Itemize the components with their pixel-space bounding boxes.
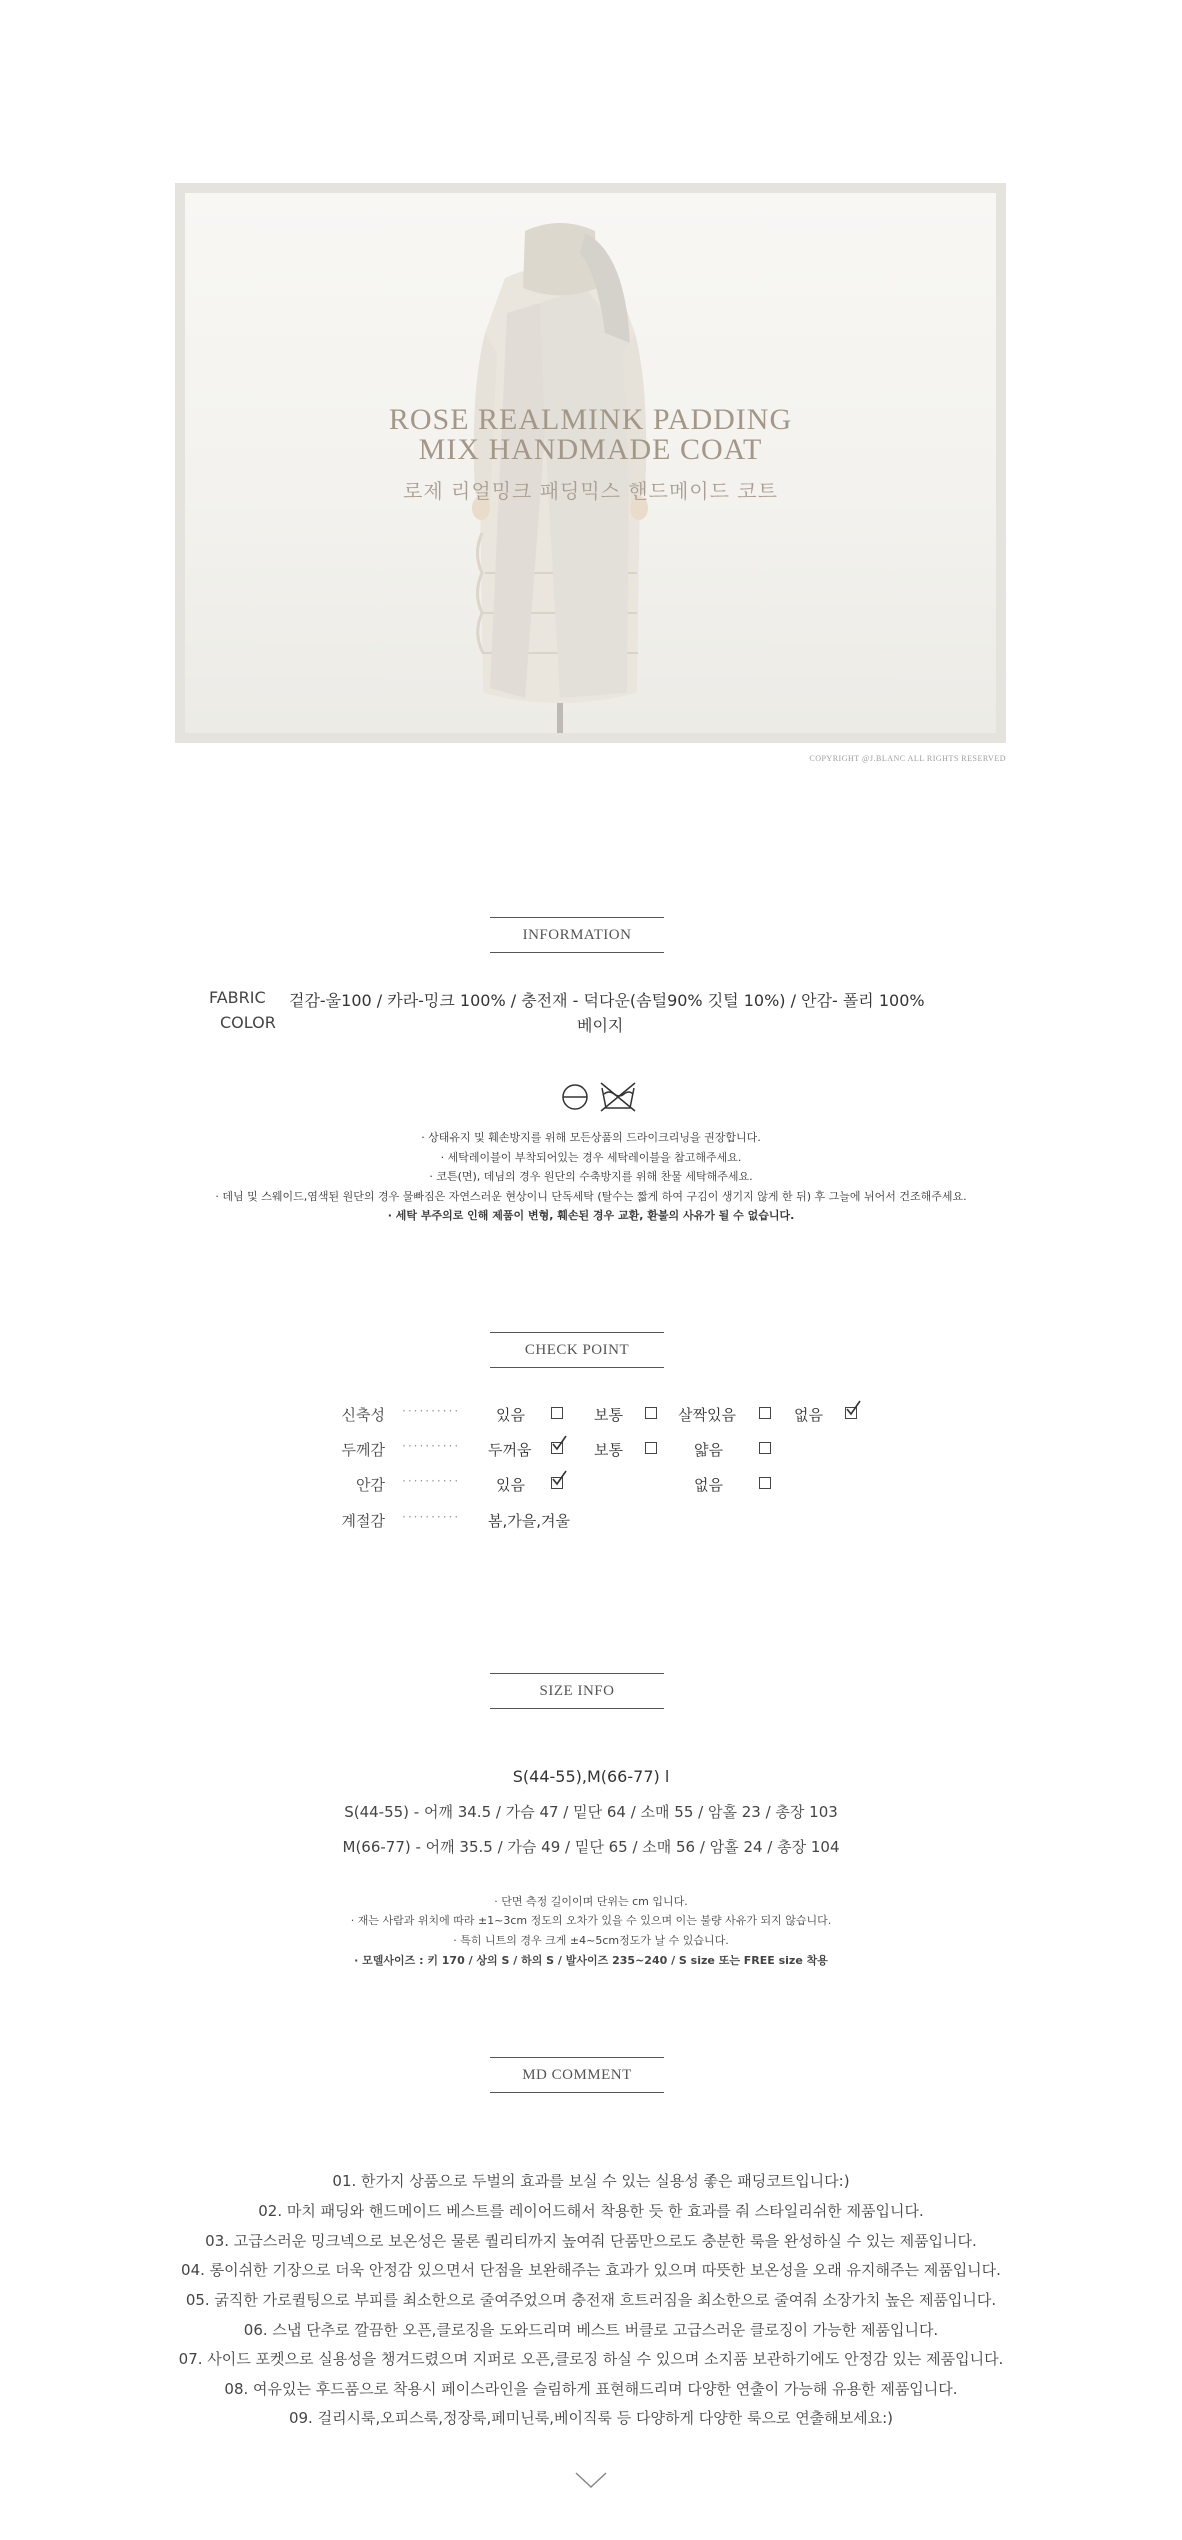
md-comment-line: 09. 걸리시룩,오피스룩,정장룩,페미닌룩,베이직룩 등 다양하게 다양한 룩으로 연출해보세요:): [288, 2409, 894, 2427]
size-info-title: SIZE INFO: [490, 1673, 664, 1709]
model-size-note: · 모델사이즈 : 키 170 / 상의 S / 하의 S / 발사이즈 235~240 / S size 또는 FREE size 착용: [354, 1954, 828, 1967]
check-mark-icon: [550, 1434, 568, 1452]
dry-clean-icon: [560, 1082, 590, 1112]
size-note: · 단면 측정 길이이며 단위는 cm 입니다.: [494, 1895, 688, 1908]
information-title: INFORMATION: [490, 917, 664, 953]
hero-subtitle: 로제 리얼밍크 패딩믹스 핸드메이드 코트: [403, 479, 778, 503]
md-comment-line: 01. 한가지 상품으로 두벌의 효과를 보실 수 있는 실용성 좋은 패딩코트입니다:): [332, 2172, 850, 2190]
option-checkbox: [759, 1477, 771, 1489]
fabric-value: 겉감-울100 / 카라-밍크 100% / 충전재 - 덕다운(솜털90% 깃털 10%) / 안감- 폴리 100%: [289, 991, 925, 1010]
hero-title-line2: MIX HANDMADE COAT: [418, 433, 763, 466]
md-comment-line: 06. 스냅 단추로 깔끔한 오픈,클로징을 도와드리며 베스트 버클로 고급스러운 클로징이 가능한 제품입니다.: [243, 2321, 939, 2339]
color-label: COLOR: [220, 1013, 276, 1032]
md-comment-line: 05. 굵직한 가로퀼팅으로 부피를 최소한으로 줄여주었으며 충전재 흐트러짐을 최소한으로 줄여줘 소장가치 높은 제품입니다.: [185, 2291, 997, 2309]
cp-label-thickness: 두께감: [341, 1441, 385, 1459]
hero-photo-frame: [185, 193, 996, 733]
cp-label-season: 계절감: [341, 1512, 385, 1530]
md-comment-line: 07. 사이드 포켓으로 실용성을 챙겨드렸으며 지퍼로 오픈,클로징 하실 수 있으며 소지품 보관하기에도 안정감 있는 제품입니다.: [178, 2350, 1004, 2368]
check-mark-icon: [844, 1399, 862, 1417]
md-comment-line: 02. 마치 패딩와 핸드메이드 베스트를 레이어드해서 착용한 듯 한 효과를 줘 스타일리쉬한 제품입니다.: [258, 2202, 924, 2220]
option-checkbox: [551, 1407, 563, 1419]
season-value: 봄,가을,겨울: [488, 1512, 570, 1530]
size-note: · 재는 사람과 위치에 따라 ±1~3cm 정도의 오차가 있을 수 있으며 이는 불량 사유가 되지 않습니다.: [350, 1914, 832, 1927]
color-value: 베이지: [577, 1016, 624, 1035]
cp-label-elasticity: 신축성: [341, 1406, 385, 1424]
check-mark-icon: [550, 1469, 568, 1487]
md-comment-title: MD COMMENT: [490, 2057, 664, 2093]
option-checkbox: [759, 1407, 771, 1419]
md-comment-line: 08. 여유있는 후드품으로 착용시 페이스라인을 슬림하게 표현해드리며 다양한 연출이 가능해 유용한 제품입니다.: [224, 2380, 958, 2398]
option-label: 없음: [694, 1476, 723, 1494]
care-note: · 세탁레이블이 부착되어있는 경우 세탁레이블을 참고해주세요.: [440, 1151, 742, 1164]
care-warning: · 세탁 부주의로 인해 제품이 변형, 훼손된 경우 교환, 환불의 사유가 될 수 없습니다.: [387, 1209, 795, 1222]
option-label: 얇음: [694, 1441, 723, 1459]
care-note: · 코튼(면), 데님의 경우 원단의 수축방지를 위해 찬물 세탁해주세요.: [429, 1170, 753, 1183]
care-note: · 상태유지 및 훼손방지를 위해 모든상품의 드라이크리닝을 권장합니다.: [421, 1131, 761, 1144]
no-wash-icon: [598, 1080, 638, 1114]
hero-banner: [175, 183, 1006, 743]
size-header: S(44-55),M(66-77) l: [512, 1767, 670, 1786]
option-checkbox-checked: [551, 1477, 563, 1489]
option-checkbox-checked: [551, 1442, 563, 1454]
leader-dots: ··········: [402, 1404, 461, 1418]
option-checkbox: [759, 1442, 771, 1454]
size-row-s: S(44-55) - 어깨 34.5 / 가슴 47 / 밑단 64 / 소매 55 / 암홀 23 / 총장 103: [344, 1803, 838, 1821]
option-label: 없음: [794, 1406, 823, 1424]
fabric-label: FABRIC: [209, 988, 266, 1007]
chevron-down-icon: [574, 2470, 608, 2490]
cp-label-lining: 안감: [356, 1476, 385, 1494]
option-label: 있음: [496, 1476, 525, 1494]
md-comment-line: 03. 고급스러운 밍크넥으로 보온성은 물론 퀄리티까지 높여줘 단품만으로도 충분한 룩을 완성하실 수 있는 제품입니다.: [205, 2232, 977, 2250]
check-point-title: CHECK POINT: [490, 1332, 664, 1368]
leader-dots: ··········: [402, 1474, 461, 1488]
option-label: 두꺼움: [488, 1441, 532, 1459]
option-label: 보통: [594, 1441, 623, 1459]
size-note: · 특히 니트의 경우 크게 ±4~5cm정도가 날 수 있습니다.: [453, 1934, 729, 1947]
option-checkbox: [645, 1407, 657, 1419]
leader-dots: ··········: [402, 1439, 461, 1453]
option-label: 살짝있음: [678, 1406, 736, 1424]
option-label: 있음: [496, 1406, 525, 1424]
md-comment-line: 04. 롱이쉬한 기장으로 더욱 안정감 있으면서 단점을 보완해주는 효과가 있으며 따뜻한 보온성을 오래 유지해주는 제품입니다.: [181, 2261, 1001, 2279]
leader-dots: ··········: [402, 1510, 461, 1524]
size-row-m: M(66-77) - 어깨 35.5 / 가슴 49 / 밑단 65 / 소매 56 / 암홀 24 / 총장 104: [342, 1838, 840, 1856]
option-checkbox-checked: [845, 1407, 857, 1419]
copyright-text: COPYRIGHT @J.BLANC ALL RIGHTS RESERVED: [809, 754, 1006, 763]
care-note: · 데님 및 스웨이드,염색된 원단의 경우 물빠짐은 자연스러운 현상이니 단독세탁 (탈수는 짧게 하여 구김이 생기지 않게 한 뒤) 후 그늘에 뉘어서 건조해주세요.: [215, 1190, 967, 1203]
option-label: 보통: [594, 1406, 623, 1424]
hero-title-line1: ROSE REALMINK PADDING: [388, 403, 793, 436]
option-checkbox: [645, 1442, 657, 1454]
